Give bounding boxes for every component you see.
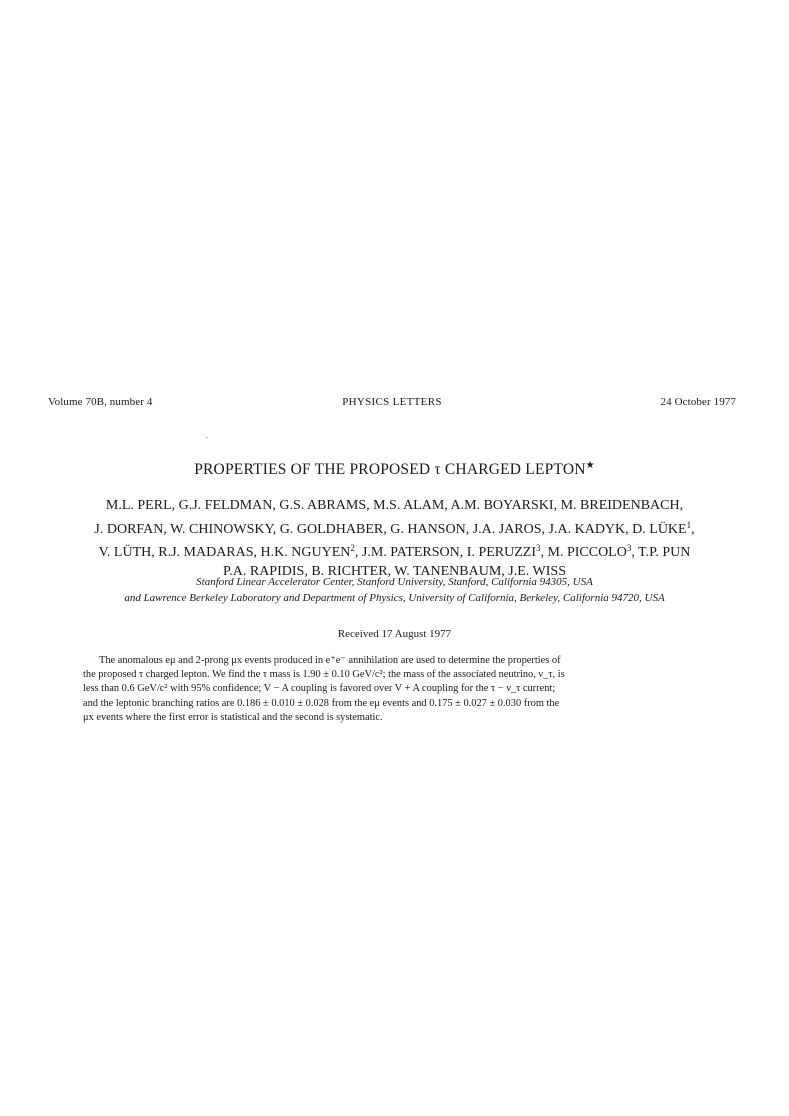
affiliation-1: Stanford Linear Accelerator Center, Stanford University, Stanford, California 94305, USA <box>196 576 593 588</box>
author-line-2-text: J. DORFAN, W. CHINOWSKY, G. GOLDHABER, G. HANSON, J.A. JAROS, J.A. KADYK, D. LÜKE <box>94 521 687 537</box>
title-footnote-mark: ★ <box>585 460 595 471</box>
volume-number: Volume 70B, number 4 <box>48 396 153 408</box>
abstract-line-3: less than 0.6 GeV/c² with 95% confidence; V − A coupling is favored over V + A coupling for the τ − ν_τ current; <box>83 683 556 695</box>
author-line-1: M.L. PERL, G.J. FELDMAN, G.S. ABRAMS, M.S. ALAM, A.M. BOYARSKI, M. BREIDENBACH, <box>105 498 684 513</box>
author-footnote-2: 2 <box>350 543 355 553</box>
title-text: PROPERTIES OF THE PROPOSED τ CHARGED LEPTON <box>194 461 586 478</box>
author-line-3 <box>0 539 789 563</box>
abstract <box>83 654 713 725</box>
running-head <box>48 396 736 412</box>
scan-speck <box>206 437 208 438</box>
author-list <box>0 497 789 581</box>
author-line-3-c: , M. PICCOLO <box>540 545 627 560</box>
author-footnote-1: 1 <box>686 519 692 530</box>
affiliations <box>0 574 789 606</box>
abstract-line-5: μx events where the first error is statistical and the second is systematic. <box>83 711 383 723</box>
author-footnote-3a: 3 <box>536 543 541 553</box>
author-footnote-3b: 3 <box>626 543 632 553</box>
author-line-2 <box>0 516 789 540</box>
abstract-line-1: The anomalous eμ and 2-prong μx events produced in e⁺e⁻ annihilation are used to determine the properties of <box>99 655 561 666</box>
abstract-line-4: and the leptonic branching ratios are 0.186 ± 0.010 ± 0.028 from the eμ events and 0.175 ± 0.027 ± 0.030 from the <box>83 697 560 709</box>
paper-title <box>0 460 789 479</box>
author-line-2-end: , <box>691 521 695 537</box>
author-line-3-a: V. LÜTH, R.J. MADARAS, H.K. NGUYEN <box>98 545 351 560</box>
affiliation-2: and Lawrence Berkeley Laboratory and Department of Physics, University of California, Berkeley, California 94720, USA <box>124 592 665 604</box>
author-line-3-b: , J.M. PATERSON, I. PERUZZI <box>354 545 536 560</box>
journal-name: PHYSICS LETTERS <box>342 396 442 408</box>
author-line-3-d: , T.P. PUN <box>631 545 691 560</box>
received-date: Received 17 August 1977 <box>337 628 452 640</box>
abstract-line-2: the proposed τ charged lepton. We find the τ mass is 1.90 ± 0.10 GeV/c²; the mass of the associated neutrino, ν_τ, is <box>83 669 565 681</box>
issue-date: 24 October 1977 <box>660 396 736 408</box>
author-line-4: P.A. RAPIDIS, B. RICHTER, W. TANENBAUM, J.E. WISS <box>223 563 566 579</box>
